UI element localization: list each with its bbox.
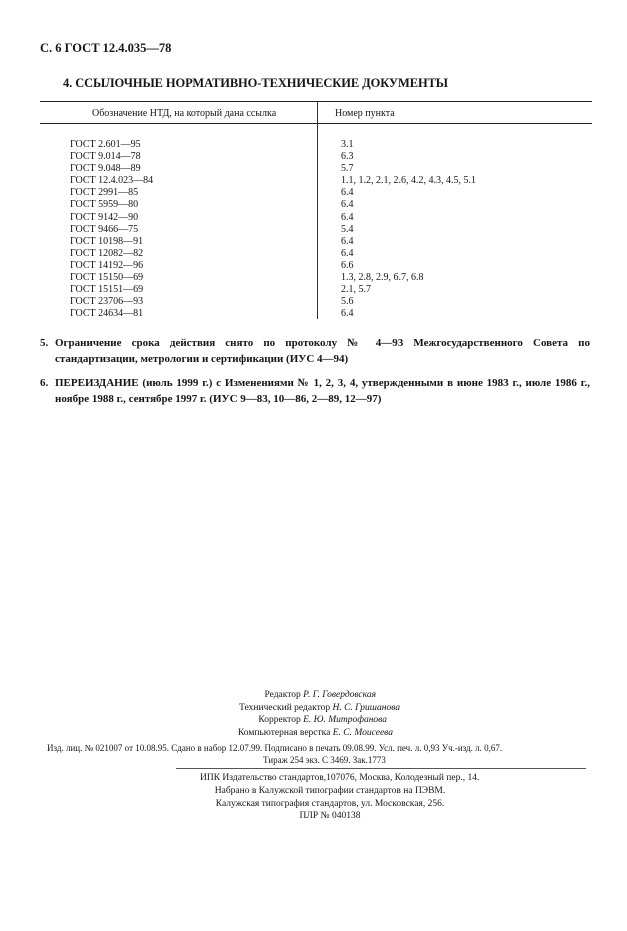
note-5-text: Ограничение срока действия снято по протоколу № 4—93 Межгосударственного Совета по стандартизации, метрологии и сертификации (ИУС 4—94) — [55, 337, 590, 365]
table-cell-item: 1.3, 2.8, 2.9, 6.7, 6.8 — [341, 272, 424, 284]
table-cell-doc: ГОСТ 14192—96 — [70, 259, 144, 271]
credit-proofreader: Корректор Е. Ю. Митрофанова — [258, 715, 387, 726]
credit-tech-editor: Технический редактор Н. С. Гришанова — [239, 702, 400, 713]
table-top-rule — [40, 101, 592, 102]
page-header: С. 6 ГОСТ 12.4.035—78 — [40, 41, 172, 55]
table-cell-item: 5.4 — [341, 223, 354, 235]
table-header-ntd: Обозначение НТД, на который дана ссылка — [92, 108, 277, 119]
credit-layout: Компьютерная верстка Е. С. Моисеева — [237, 727, 393, 738]
table-cell-doc: ГОСТ 2991—85 — [70, 187, 139, 199]
table-cell-doc: ГОСТ 9142—90 — [70, 211, 139, 223]
table-column-ntd — [70, 139, 153, 320]
publisher-line-2: Набрано в Калужской типографии стандартов на ПЭВМ. — [214, 785, 446, 796]
table-cell-item: 6.4 — [341, 247, 354, 259]
note-6-number: 6. — [40, 377, 49, 389]
table-cell-doc: ГОСТ 10198—91 — [70, 235, 144, 247]
table-cell-doc: ГОСТ 9.048—89 — [70, 163, 141, 175]
table-cell-item: 6.6 — [341, 259, 354, 271]
credit-editor: Редактор Р. Г. Говердовская — [264, 690, 376, 700]
publisher-block — [200, 772, 480, 823]
table-cell-doc: ГОСТ 23706—93 — [70, 296, 144, 308]
table-cell-doc: ГОСТ 9466—75 — [70, 223, 139, 235]
table-header-item: Номер пункта — [335, 108, 395, 119]
table-cell-item: 6.4 — [341, 211, 354, 223]
table-cell-item: 5.6 — [341, 296, 354, 308]
table-cell-item: 6.3 — [341, 151, 354, 163]
table-cell-doc: ГОСТ 15151—69 — [70, 284, 144, 296]
table-cell-item: 1.1, 1.2, 2.1, 2.6, 4.2, 4.3, 4.5, 5.1 — [341, 175, 476, 187]
table-cell-doc: ГОСТ 5959—80 — [70, 199, 139, 211]
section-title: 4. ССЫЛОЧНЫЕ НОРМАТИВНО-ТЕХНИЧЕСКИЕ ДОКУМЕНТЫ — [63, 76, 448, 90]
table-cell-doc: ГОСТ 12082—82 — [70, 247, 144, 259]
imprint-line-1: Изд. лиц. № 021007 от 10.08.95. Сдано в набор 12.07.99. Подписано в печать 09.08.99. Усл. печ. л. 0,93 Уч.-изд. л. 0,67. — [47, 743, 503, 753]
table-header-rule — [40, 123, 592, 124]
table-cell-doc: ГОСТ 24634—81 — [70, 308, 144, 320]
note-6 — [0, 375, 627, 409]
table-cell-item: 5.7 — [341, 163, 354, 175]
note-5-number: 5. — [40, 337, 49, 349]
table-cell-doc: ГОСТ 9.014—78 — [70, 151, 141, 163]
table-cell-item: 2.1, 5.7 — [341, 284, 371, 296]
imprint-line-2: Тираж 254 экз. С 3469. Зак.1773 — [263, 755, 386, 765]
footer-rule — [176, 768, 586, 769]
table-cell-item: 6.4 — [341, 235, 354, 247]
publisher-line-1: ИПК Издательство стандартов,107076, Москва, Колодезный пер., 14. — [200, 773, 480, 783]
table-cell-item: 6.4 — [341, 187, 354, 199]
note-6-text: ПЕРЕИЗДАНИЕ (июль 1999 г.) с Изменениями № 1, 2, 3, 4, утвержденными в июне 1983 г., июле 1986 г., ноябре 1988 г., сентябре 1997 г. (ИУС 9—83, 10—86, 2—89, 12—97) — [55, 377, 590, 405]
table-cell-item: 6.4 — [341, 199, 354, 211]
table-cell-doc: ГОСТ 2.601—95 — [70, 139, 141, 150]
publisher-line-3: Калужская типография стандартов, ул. Московская, 256. — [215, 798, 445, 809]
table-cell-item: 3.1 — [341, 139, 354, 150]
table-cell-doc: ГОСТ 15150—69 — [70, 272, 144, 284]
table-cell-item: 6.4 — [341, 308, 354, 320]
table-column-divider — [317, 101, 318, 319]
table-cell-doc: ГОСТ 12.4.023—84 — [70, 175, 154, 187]
credits-block — [200, 689, 400, 739]
publisher-line-4: ПЛР № 040138 — [299, 811, 361, 822]
table-column-item — [341, 139, 476, 320]
note-5 — [0, 335, 627, 369]
